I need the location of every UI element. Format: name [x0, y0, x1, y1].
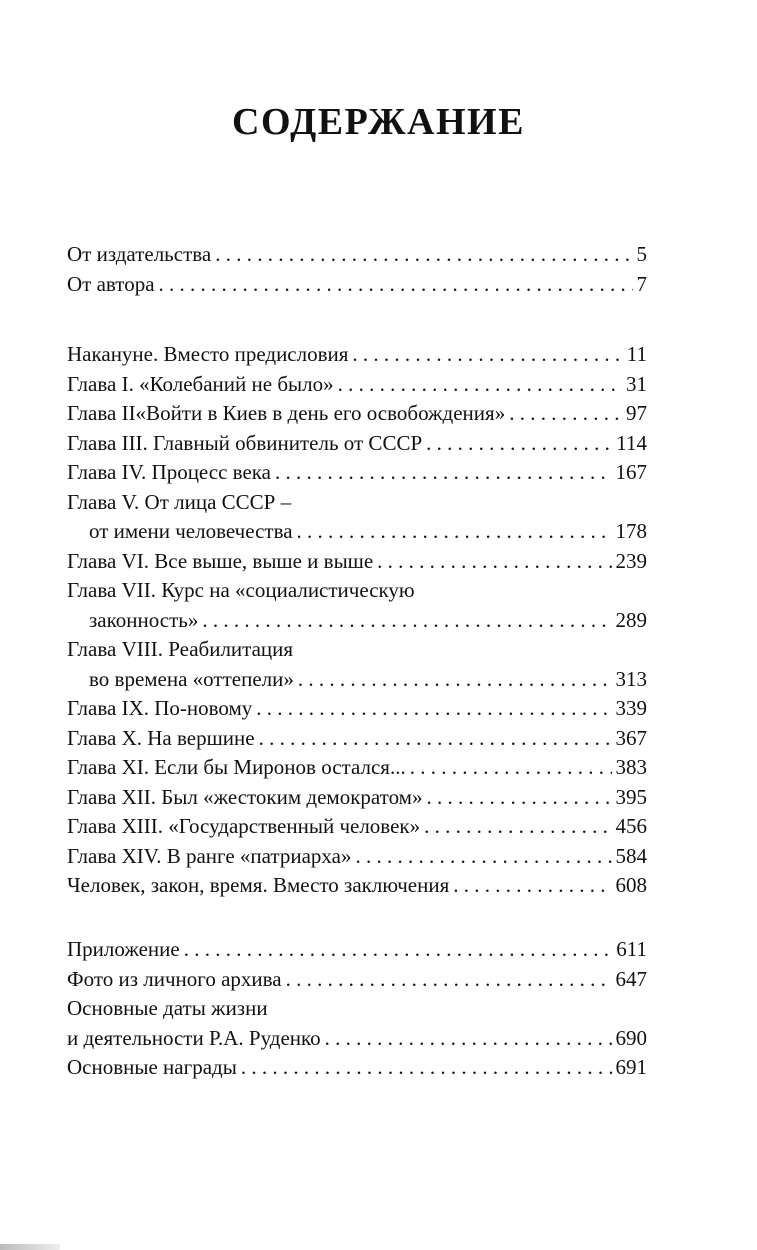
leader-dots — [159, 270, 633, 300]
toc-entry — [67, 340, 647, 370]
toc-entry — [67, 270, 647, 300]
leader-dots — [275, 458, 612, 488]
toc-entry-page: 647 — [615, 966, 647, 991]
leader-dots — [426, 783, 611, 813]
toc-entry-label: Глава XIII. «Государственный человек» — [67, 814, 421, 838]
leader-dots — [297, 517, 612, 547]
toc-entry — [67, 753, 647, 783]
toc-entry-label: Человек, закон, время. Вместо заключения — [67, 873, 450, 897]
toc-entry-label: Фото из личного архива — [67, 966, 282, 991]
toc-entry-label-continued: и деятельности Р.А. Руденко — [67, 1025, 321, 1050]
leader-dots — [325, 1024, 612, 1054]
leader-dots — [286, 965, 612, 995]
toc-entry — [67, 935, 647, 965]
toc-entry — [67, 783, 647, 813]
toc-entry — [67, 635, 647, 665]
toc-entry-page: 367 — [615, 725, 647, 750]
toc-entry-page: 611 — [616, 937, 647, 961]
toc-entry-label: Глава II«Войти в Киев в день его освобождения» — [67, 401, 506, 425]
toc-entry — [67, 994, 647, 1024]
toc-entry — [67, 576, 647, 606]
toc-entry — [67, 1053, 647, 1083]
toc-chapters — [67, 340, 647, 901]
toc-entry-label: Глава I. «Колебаний не было» — [67, 371, 334, 396]
toc-entry-page: 167 — [615, 460, 647, 484]
leader-dots — [298, 665, 612, 695]
toc-entry-page: 239 — [615, 548, 647, 573]
toc-entry — [67, 370, 647, 400]
toc-entry-label: Глава X. На вершине — [67, 725, 255, 750]
toc-entry-label: Основные даты жизни — [67, 996, 268, 1020]
toc-entry — [67, 724, 647, 754]
toc-entry — [67, 399, 647, 429]
toc-entry-label: От издательства — [67, 242, 212, 266]
toc-entry — [67, 812, 647, 842]
toc-entry-page: 456 — [615, 814, 647, 838]
toc-entry-label: Глава IX. По-новому — [67, 696, 253, 720]
toc-entry-label-continued: во времена «оттепели» — [89, 666, 294, 691]
toc-entry — [67, 965, 647, 995]
toc-entry-label: Глава XI. Если бы Миронов остался... — [67, 755, 406, 779]
leader-dots — [259, 724, 612, 754]
toc-entry-page: 690 — [615, 1025, 647, 1050]
toc-entry-label: Глава VII. Курс на «социалистическую — [67, 578, 415, 602]
toc-entry-page: 395 — [615, 784, 647, 809]
toc-entry-page: 584 — [615, 843, 647, 868]
toc-entry — [67, 240, 647, 270]
toc-entry-page: 383 — [615, 755, 647, 779]
toc-entry — [67, 842, 647, 872]
leader-dots — [509, 399, 622, 429]
toc-entry-page: 7 — [636, 271, 647, 296]
leader-dots — [184, 935, 613, 965]
toc-entry-page: 178 — [615, 519, 647, 543]
toc-entry-page: 11 — [626, 342, 647, 366]
leader-dots — [355, 842, 611, 872]
toc-appendices — [67, 935, 647, 1083]
toc-entry-label: Глава VIII. Реабилитация — [67, 637, 294, 661]
leader-dots — [256, 694, 611, 724]
toc-entry-continuation — [67, 517, 647, 547]
toc-entry-label-continued: законность» — [89, 607, 199, 632]
toc-entry-page: 608 — [615, 873, 647, 897]
toc-entry-label: От автора — [67, 271, 155, 296]
toc-entry-page: 691 — [615, 1055, 647, 1079]
toc-entry-page: 5 — [636, 242, 647, 266]
toc-entry-label: Глава IV. Процесс века — [67, 460, 271, 484]
toc-entry-page: 313 — [615, 666, 647, 691]
leader-dots — [352, 340, 622, 370]
toc-front-matter — [67, 240, 647, 299]
leader-dots — [241, 1053, 612, 1083]
toc-entry-continuation — [67, 606, 647, 636]
toc-entry-page: 31 — [626, 371, 647, 396]
toc-entry-label-continued: от имени человечества — [89, 519, 293, 543]
leader-dots — [215, 240, 632, 270]
toc-entry-page: 114 — [616, 430, 647, 455]
toc-entry-label: Накануне. Вместо предисловия — [67, 342, 349, 366]
toc-entry — [67, 458, 647, 488]
toc-entry-page: 289 — [615, 607, 647, 632]
leader-dots — [410, 753, 612, 783]
leader-dots — [426, 429, 612, 459]
toc-entry-continuation — [67, 665, 647, 695]
toc-entry — [67, 547, 647, 577]
toc-entry-continuation — [67, 1024, 647, 1054]
toc-entry-label: Глава XIV. В ранге «патриарха» — [67, 843, 352, 868]
toc-entry-label: Глава VI. Все выше, выше и выше — [67, 548, 374, 573]
toc-entry-label: Основные награды — [67, 1055, 237, 1079]
leader-dots — [377, 547, 611, 577]
toc-entry — [67, 871, 647, 901]
toc-entry-label: Глава V. От лица СССР – — [67, 489, 292, 514]
toc-entry-page: 339 — [615, 696, 647, 720]
toc-entry — [67, 488, 647, 518]
leader-dots — [424, 812, 611, 842]
leader-dots — [338, 370, 622, 400]
toc-entry-label: Приложение — [67, 937, 180, 961]
toc-entry-label: Глава XII. Был «жестоким демократом» — [67, 784, 423, 809]
leader-dots — [453, 871, 611, 901]
leader-dots — [202, 606, 611, 636]
toc-entry — [67, 429, 647, 459]
toc-entry — [67, 694, 647, 724]
scan-edge-mark — [0, 1244, 60, 1250]
toc-entry-page: 97 — [626, 401, 647, 425]
toc-entry-label: Глава III. Главный обвинитель от СССР — [67, 430, 423, 455]
page-title: СОДЕРЖАНИЕ — [232, 101, 525, 143]
